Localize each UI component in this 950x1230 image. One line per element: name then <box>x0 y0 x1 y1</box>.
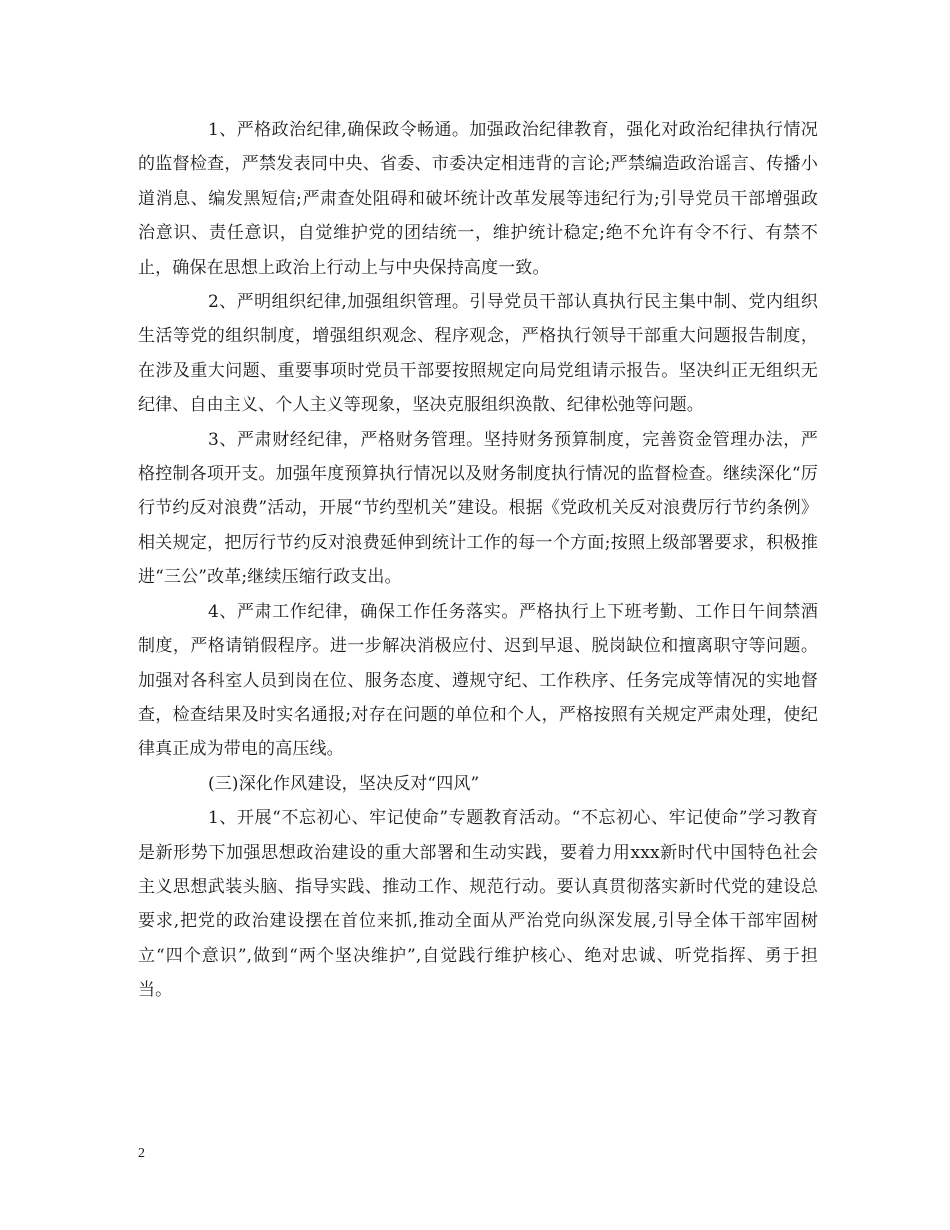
document-body <box>138 113 818 1008</box>
paragraph-political-discipline: 1、严格政治纪律,确保政令畅通。加强政治纪律教育，强化对政治纪律执行情况的监督检查，严禁发表同中央、省委、市委决定相违背的言论;严禁编造政治谣言、传播小道消息、编发黑短信;严肃查处阻碍和破坏统计改革发展等违纪行为;引导党员干部增强政治意识、责任意识，自觉维护党的团结统一，维护统计稳定;绝不允许有令不行、有禁不止，确保在思想上政治上行动上与中央保持高度一致。 <box>138 120 818 278</box>
paragraph-work-discipline: 4、严肃工作纪律，确保工作任务落实。严格执行上下班考勤、工作日午间禁酒制度，严格请销假程序。进一步解决消极应付、迟到早退、脱岗缺位和擅离职守等问题。加强对各科室人员到岗在位、服务态度、遵规守纪、工作秩序、任务完成等情况的实地督查，检查结果及时实名通报;对存在问题的单位和个人，严格按照有关规定严肃处理，使纪律真正成为带电的高压线。 <box>138 601 818 760</box>
paragraph-organizational-discipline: 2、严明组织纪律,加强组织管理。引导党员干部认真执行民主集中制、党内组织生活等党的组织制度，增强组织观念、程序观念，严格执行领导干部重大问题报告制度，在涉及重大问题、重要事项时党员干部要按照规定向局党组请示报告。坚决纠正无组织无纪律、自由主义、个人主义等现象，坚决克服组织涣散、纪律松弛等问题。 <box>138 292 818 416</box>
page-number: 2 <box>138 1146 145 1161</box>
paragraph-financial-discipline: 3、严肃财经纪律，严格财务管理。坚持财务预算制度，完善资金管理办法，严格控制各项开支。加强年度预算执行情况以及财务制度执行情况的监督检查。继续深化“厉行节约反对浪费”活动，开展“节约型机关”建设。根据《党政机关反对浪费厉行节约条例》相关规定，把厉行节约反对浪费延伸到统计工作的每一个方面;按照上级部署要求，积极推进“三公”改革;继续压缩行政支出。 <box>138 429 818 588</box>
paragraph-education-campaign: 1、开展“不忘初心、牢记使命”专题教育活动。“不忘初心、牢记使命”学习教育是新形势下加强思想政治建设的重大部署和生动实践，要着力用xxx新时代中国特色社会主义思想武装头脑、指导实践、推动工作、规范行动。要认真贯彻落实新时代党的建设总要求,把党的政治建设摆在首位来抓,推动全面从严治党向纵深发展,引导全体干部牢固树立“四个意识”,做到“两个坚决维护”,自觉践行维护核心、绝对忠诚、听党指挥、勇于担当。 <box>138 808 818 1001</box>
section-heading-work-style: (三)深化作风建设，坚决反对“四风” <box>208 773 480 794</box>
